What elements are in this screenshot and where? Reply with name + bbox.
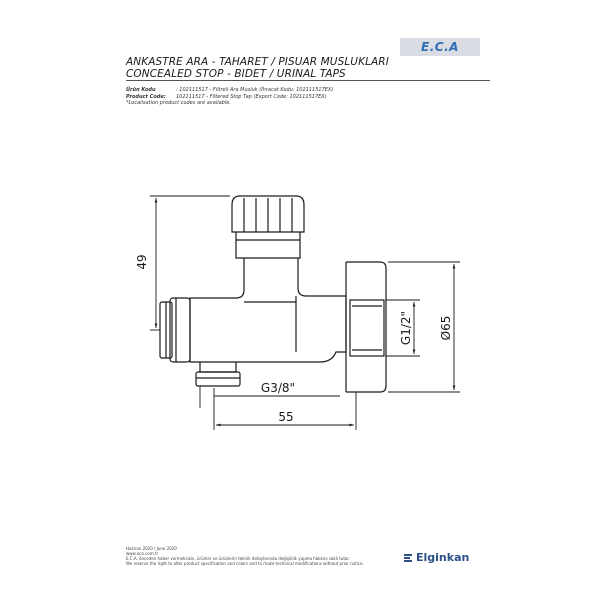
dim-thread: G1/2" [399,310,413,346]
elginkan-icon [404,553,414,563]
product-code-en-value: 102111517 - Filtered Stop Tap (Export Code: 102111517EX) [176,93,327,100]
footer-date: Haziran 2020 / June 2020 [126,546,177,551]
valve-body [190,258,346,362]
valve-handle [232,196,304,258]
product-code-tr-label: Ürün Kodu [126,87,156,93]
dim-connection: G3/8" [260,381,296,395]
dim-height: 49 [135,254,149,270]
product-code-tr-value: : 102111517 - Filtreli Ara Musluk (İhracat Kodu: 102111517EX) [176,87,334,93]
title-turkish: ANKASTRE ARA - TAHARET / PISUAR MUSLUKLARI [126,56,389,68]
footer-notes [126,546,386,566]
localisation-note: *Localisation product codes are available. [126,100,231,106]
dim-flange-diameter: Ø65 [439,315,453,341]
threaded-pipe [350,300,384,356]
footer-note-tr: E.C.A. önceden haber vermeksizin, ürünler ve ürünlerin teknik detaylarında değişiklik yapma hakkını saklı tutar. [126,556,350,561]
title-english: CONCEALED STOP - BIDET / URINAL TAPS [126,68,346,80]
eca-logo-text: E.C.A [421,40,459,54]
filter-cap [160,298,190,362]
bottom-outlet [196,362,240,386]
wall-flange [346,262,386,392]
footer-note-en: We reserve the right to alter product specification and colors and to make technical modifications without prior notice. [126,561,364,566]
elginkan-logo [404,551,469,564]
footer-website: www.eca.com.tr [126,551,159,556]
dim-length: 55 [278,410,294,424]
product-code-en-label: Product Code: [126,93,166,100]
elginkan-text: Elginkan [416,551,470,564]
